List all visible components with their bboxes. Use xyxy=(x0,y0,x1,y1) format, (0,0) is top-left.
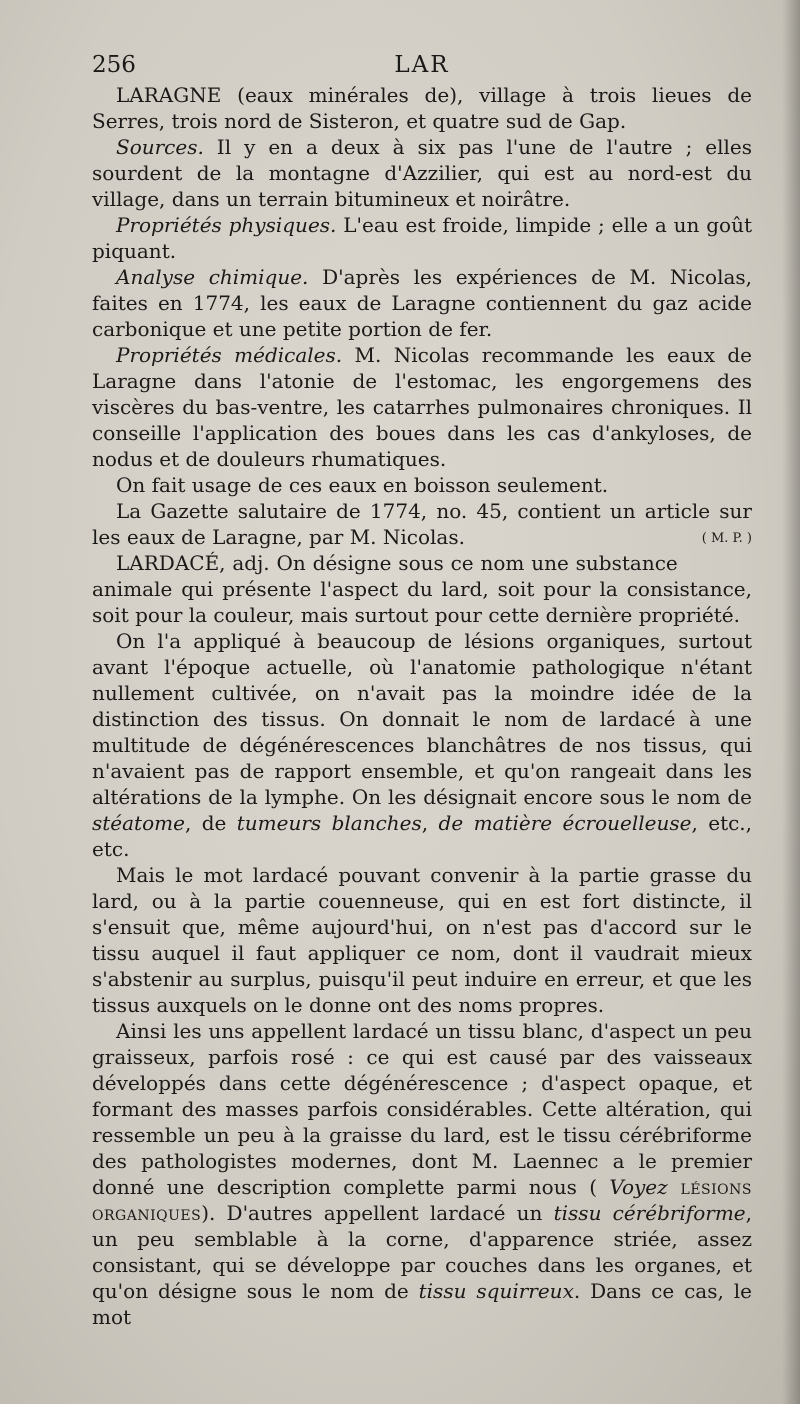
term-matiere-ecrouelleuse: de matière écrouelleuse xyxy=(438,811,692,835)
body-text xyxy=(92,82,752,1330)
types-text-a: Ainsi les uns appellent lardacé un tissu blanc, d'aspect un peu graisseux, parfois rosé : ce qui est causé par des vaisseaux développés dans cette dégénérescence ; d'aspect opaque, et formant des masses parfois considérables. Cette altération, qui ressemble un peu à la graisse du lard, est le tissu cérébriforme des pathologistes modernes, dont M. Laennec a le premier donné une description complette parmi nous ( xyxy=(92,1019,752,1199)
entry-laragne-intro xyxy=(92,82,752,134)
history-sep1: , de xyxy=(184,811,237,835)
history-sep2: , xyxy=(421,811,439,835)
term-tissu-cerebriforme: tissu cérébriforme xyxy=(553,1201,746,1225)
page-header xyxy=(92,52,752,86)
sources-label: Sources. xyxy=(116,135,204,159)
medicales-text: M. Nicolas recommande les eaux de Laragne dans l'atonie de l'estomac, les engorgemens des viscères du bas-ventre, les catarrhes pulmonaires chroniques. Il conseille l'application des boues dans les cas d'ankyloses, de nodus et de douleurs rhumatiques. xyxy=(92,343,752,471)
physiques-label: Propriétés physiques. xyxy=(116,213,337,237)
paragraph-lardace-usage: Mais le mot lardacé pouvant convenir à la partie grasse du lard, ou à la partie couenneuse, qui en est fort distincte, il s'ensuit que, même aujourd'hui, on n'est pas d'accord sur le tissu auquel il faut appliquer ce nom, dont il vaudrait mieux s'abstenir au surplus, puisqu'il peut induire en erreur, et que les tissus auxquels on le donne ont des noms propres. xyxy=(92,863,752,1017)
types-text-c: , un peu semblable à la corne, d'apparence striée, assez consistant, qui se développe par couches dans les organes, et qu'on désigne sous le nom de xyxy=(92,1201,752,1303)
analyse-label: Analyse chimique. xyxy=(116,265,309,289)
paragraph-sources xyxy=(92,134,752,212)
cross-reference-lesions: lésions organiques xyxy=(92,1175,752,1225)
analyse-text: D'après les expériences de M. Nicolas, faites en 1774, les eaux de Laragne contiennent du gaz acide carbonique et une petite portion de fer. xyxy=(92,265,753,341)
paragraph-usage: On fait usage de ces eaux en boisson seulement. xyxy=(116,473,609,497)
paragraph-medicales xyxy=(92,342,752,472)
laragne-intro-text: (eaux minérales de), village à trois lieues de Serres, trois nord de Sisteron, et quatre sud de Gap. xyxy=(92,83,752,133)
paragraph-gazette xyxy=(92,498,752,550)
history-end: , etc., etc. xyxy=(92,811,753,861)
sources-text: Il y en a deux à six pas l'une de l'autre ; elles sourdent de la montagne d'Azzilier, qui est au nord-est du village, dans un terrain bitumineux et noirâtre. xyxy=(92,135,752,211)
gazette-text: La Gazette salutaire de 1774, no. 45, contient un article sur les eaux de Laragne, par M. Nicolas. xyxy=(92,499,752,549)
headword-lardace: LARDACÉ xyxy=(116,551,220,575)
paragraph-analyse xyxy=(92,264,752,342)
page-number: 256 xyxy=(92,52,136,78)
types-text-b: ). D'autres appellent lardacé un xyxy=(201,1201,554,1225)
term-tissu-squirreux: tissu squirreux xyxy=(418,1279,574,1303)
types-text-d: . Dans ce cas, le mot xyxy=(92,1279,752,1329)
lardace-def-text: , adj. On désigne sous ce nom une substance animale qui présente l'aspect du lard, soit pour la consistance, soit pour la couleur, mais surtout pour cette dernière propriété. xyxy=(92,551,752,627)
physiques-text: L'eau est froide, limpide ; elle a un goût piquant. xyxy=(92,213,752,263)
entry-lardace-definition xyxy=(92,550,752,628)
history-text: On l'a appliqué à beaucoup de lésions organiques, surtout avant l'époque actuelle, où l'anatomie pathologique n'étant nullement cultivée, on n'avait pas la moindre idée de la distinction des tissus. On donnait le nom de lardacé à une multitude de dégénérescences blanchâtres de nos tissus, qui n'avaient pas de rapport ensemble, et qu'on rangeait dans les altérations de la lymphe. On les désignait encore sous le nom de xyxy=(92,629,752,809)
paragraph-lardace-types xyxy=(92,1018,752,1330)
author-initials: ( M. P. ) xyxy=(701,531,752,546)
voyez-ref: Voyez xyxy=(609,1175,668,1199)
term-tumeurs-blanches: tumeurs blanches xyxy=(236,811,422,835)
running-head: LAR xyxy=(394,52,450,78)
paragraph-physiques xyxy=(92,212,752,264)
paragraph-lardace-history xyxy=(92,628,752,862)
medicales-label: Propriétés médicales. xyxy=(116,343,343,367)
term-steatome: stéatome xyxy=(92,811,185,835)
headword-laragne: LARAGNE xyxy=(116,83,222,107)
